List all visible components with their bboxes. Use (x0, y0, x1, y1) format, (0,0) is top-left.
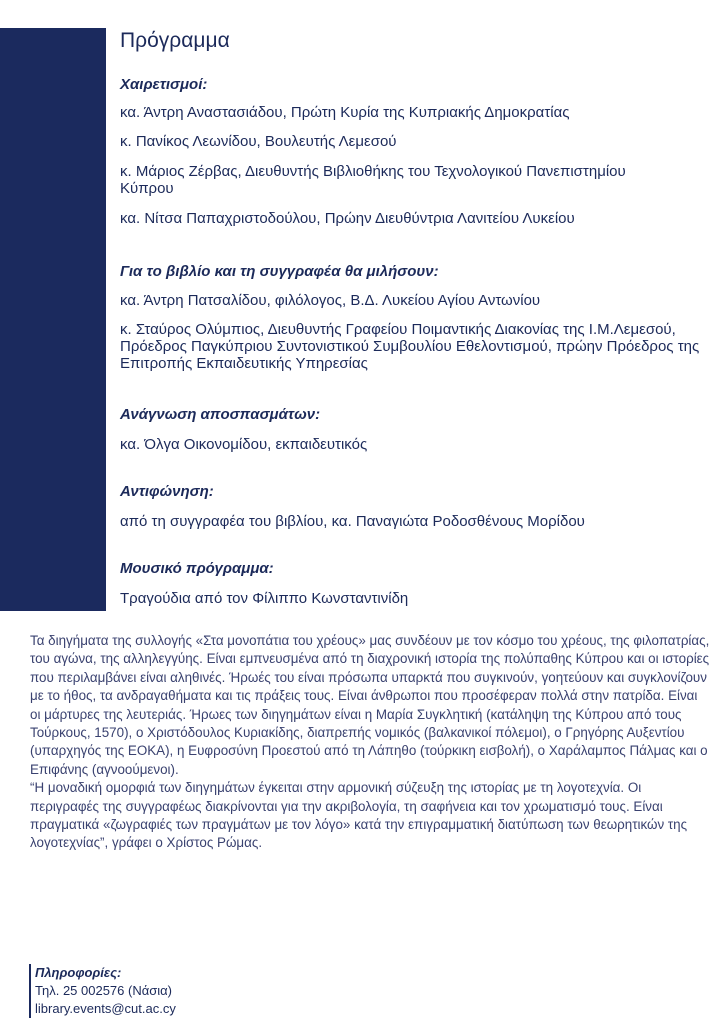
program-item: κα. Άντρη Αναστασιάδου, Πρώτη Κυρία της Κυπριακής Δημοκρατίας (120, 104, 570, 121)
program-item: κα. Νίτσα Παπαχριστοδούλου, Πρώην Διευθύντρια Λανιτείου Λυκείου (120, 210, 575, 227)
section-heading: Αντιφώνηση: (120, 483, 214, 500)
left-navy-bar (0, 28, 106, 611)
section-heading: Για το βιβλίο και τη συγγραφέα θα μιλήσουν: (120, 263, 439, 280)
section-readings (120, 406, 720, 453)
description-quote: “Η μοναδική ομορφιά των διηγημάτων έγκειται στην αρμονική σύζευξη της ιστορίας με τη λογοτεχνία. Οι περιγραφές της συγγραφέως διακρίνονται για την ακριβολογία, τη σαφήνεια και τον χρωματισμό τους. Είναι πραγματικά «ζωγραφιές των πραγμάτων με τον λόγο» κατά την επιγραμματική διατύπωση των θεωρητικών της λογοτεχνίας”, γράφει ο Χρίστος Ρώμας. (30, 780, 688, 851)
program-item: κ. Σταύρος Ολύμπιος, Διευθυντής Γραφείου Ποιμαντικής Διακονίας της Ι.Μ.Λεμεσού, Πρόεδρος Παγκύπριου Συντονιστικού Συμβουλίου Εθελοντισμού, πρώην Πρόεδρος της Επιτροπής Εκπαιδευτικής Υπηρεσίας (120, 321, 700, 372)
program-item: Τραγούδια από τον Φίλιππο Κωνσταντινίδη (120, 590, 409, 607)
program-item: κ. Μάριος Ζέρβας, Διευθυντής Βιβλιοθήκης του Τεχνολογικού Πανεπιστημίου Κύπρου (120, 163, 626, 197)
program-item: από τη συγγραφέα του βιβλίου, κα. Παναγιώτα Ροδοσθένους Μορίδου (120, 513, 585, 530)
program-item: κα. Άντρη Πατσαλίδου, φιλόλογος, Β.Δ. Λυκείου Αγίου Αντωνίου (120, 292, 541, 309)
contact-info (29, 964, 176, 1018)
section-speakers (120, 263, 720, 372)
section-response (120, 483, 720, 530)
info-phone: Τηλ. 25 002576 (Νάσια) (35, 983, 172, 998)
section-heading: Ανάγνωση αποσπασμάτων: (120, 406, 321, 423)
program-title: Πρόγραμμα (120, 29, 230, 52)
program-item: κ. Πανίκος Λεωνίδου, Βουλευτής Λεμεσού (120, 133, 397, 150)
info-label: Πληροφορίες: (35, 965, 122, 980)
description-paragraph: Τα διηγήματα της συλλογής «Στα μονοπάτια του χρέους» μας συνδέουν με τον κόσμο του χρέους, της φιλοπατρίας, του αγώνα, της αλληλεγγύης. Είναι εμπνευσμένα από τη διαχρονική ιστορία της πολύπαθης Κύπρου και οι ιστορίες που περιλαμβάνει είναι αληθινές. Ήρωές του είναι πρόσωπα υπαρκτά που συγκινούν, γοητεύουν και συγκλονίζουν με το ήθος, τα ανδραγαθήματα και τις πράξεις τους. Είναι άνθρωποι που προσέφεραν πολλά στην πατρίδα. Είναι οι μάρτυρες της λευτεριάς. Ήρωες των διηγημάτων είναι η Μαρία Συγκλητική (κατάληψη της Κύπρου από τους Τούρκους, 1570), ο Χριστόδουλος Κυριακίδης, διαπρεπής νομικός (βαλκανικοί πόλεμοι), ο Γρηγόρης Αυξεντίου (υπαρχηγός της ΕΟΚΑ), η Ευφροσύνη Προεστού από τη Λάπηθο (τούρκικη εισβολή), ο Χαράλαμπος Πάλμας και ο Επιφάνης (αγνοούμενοι). (30, 633, 710, 777)
section-heading: Χαιρετισμοί: (120, 76, 208, 93)
program-section (120, 28, 720, 607)
section-greetings (120, 76, 720, 227)
section-music (120, 560, 720, 607)
info-email[interactable]: library.events@cut.ac.cy (35, 1001, 176, 1016)
program-item: κα. Όλγα Οικονομίδου, εκπαιδευτικός (120, 436, 368, 453)
book-description (30, 632, 710, 853)
section-heading: Μουσικό πρόγραμμα: (120, 560, 274, 577)
